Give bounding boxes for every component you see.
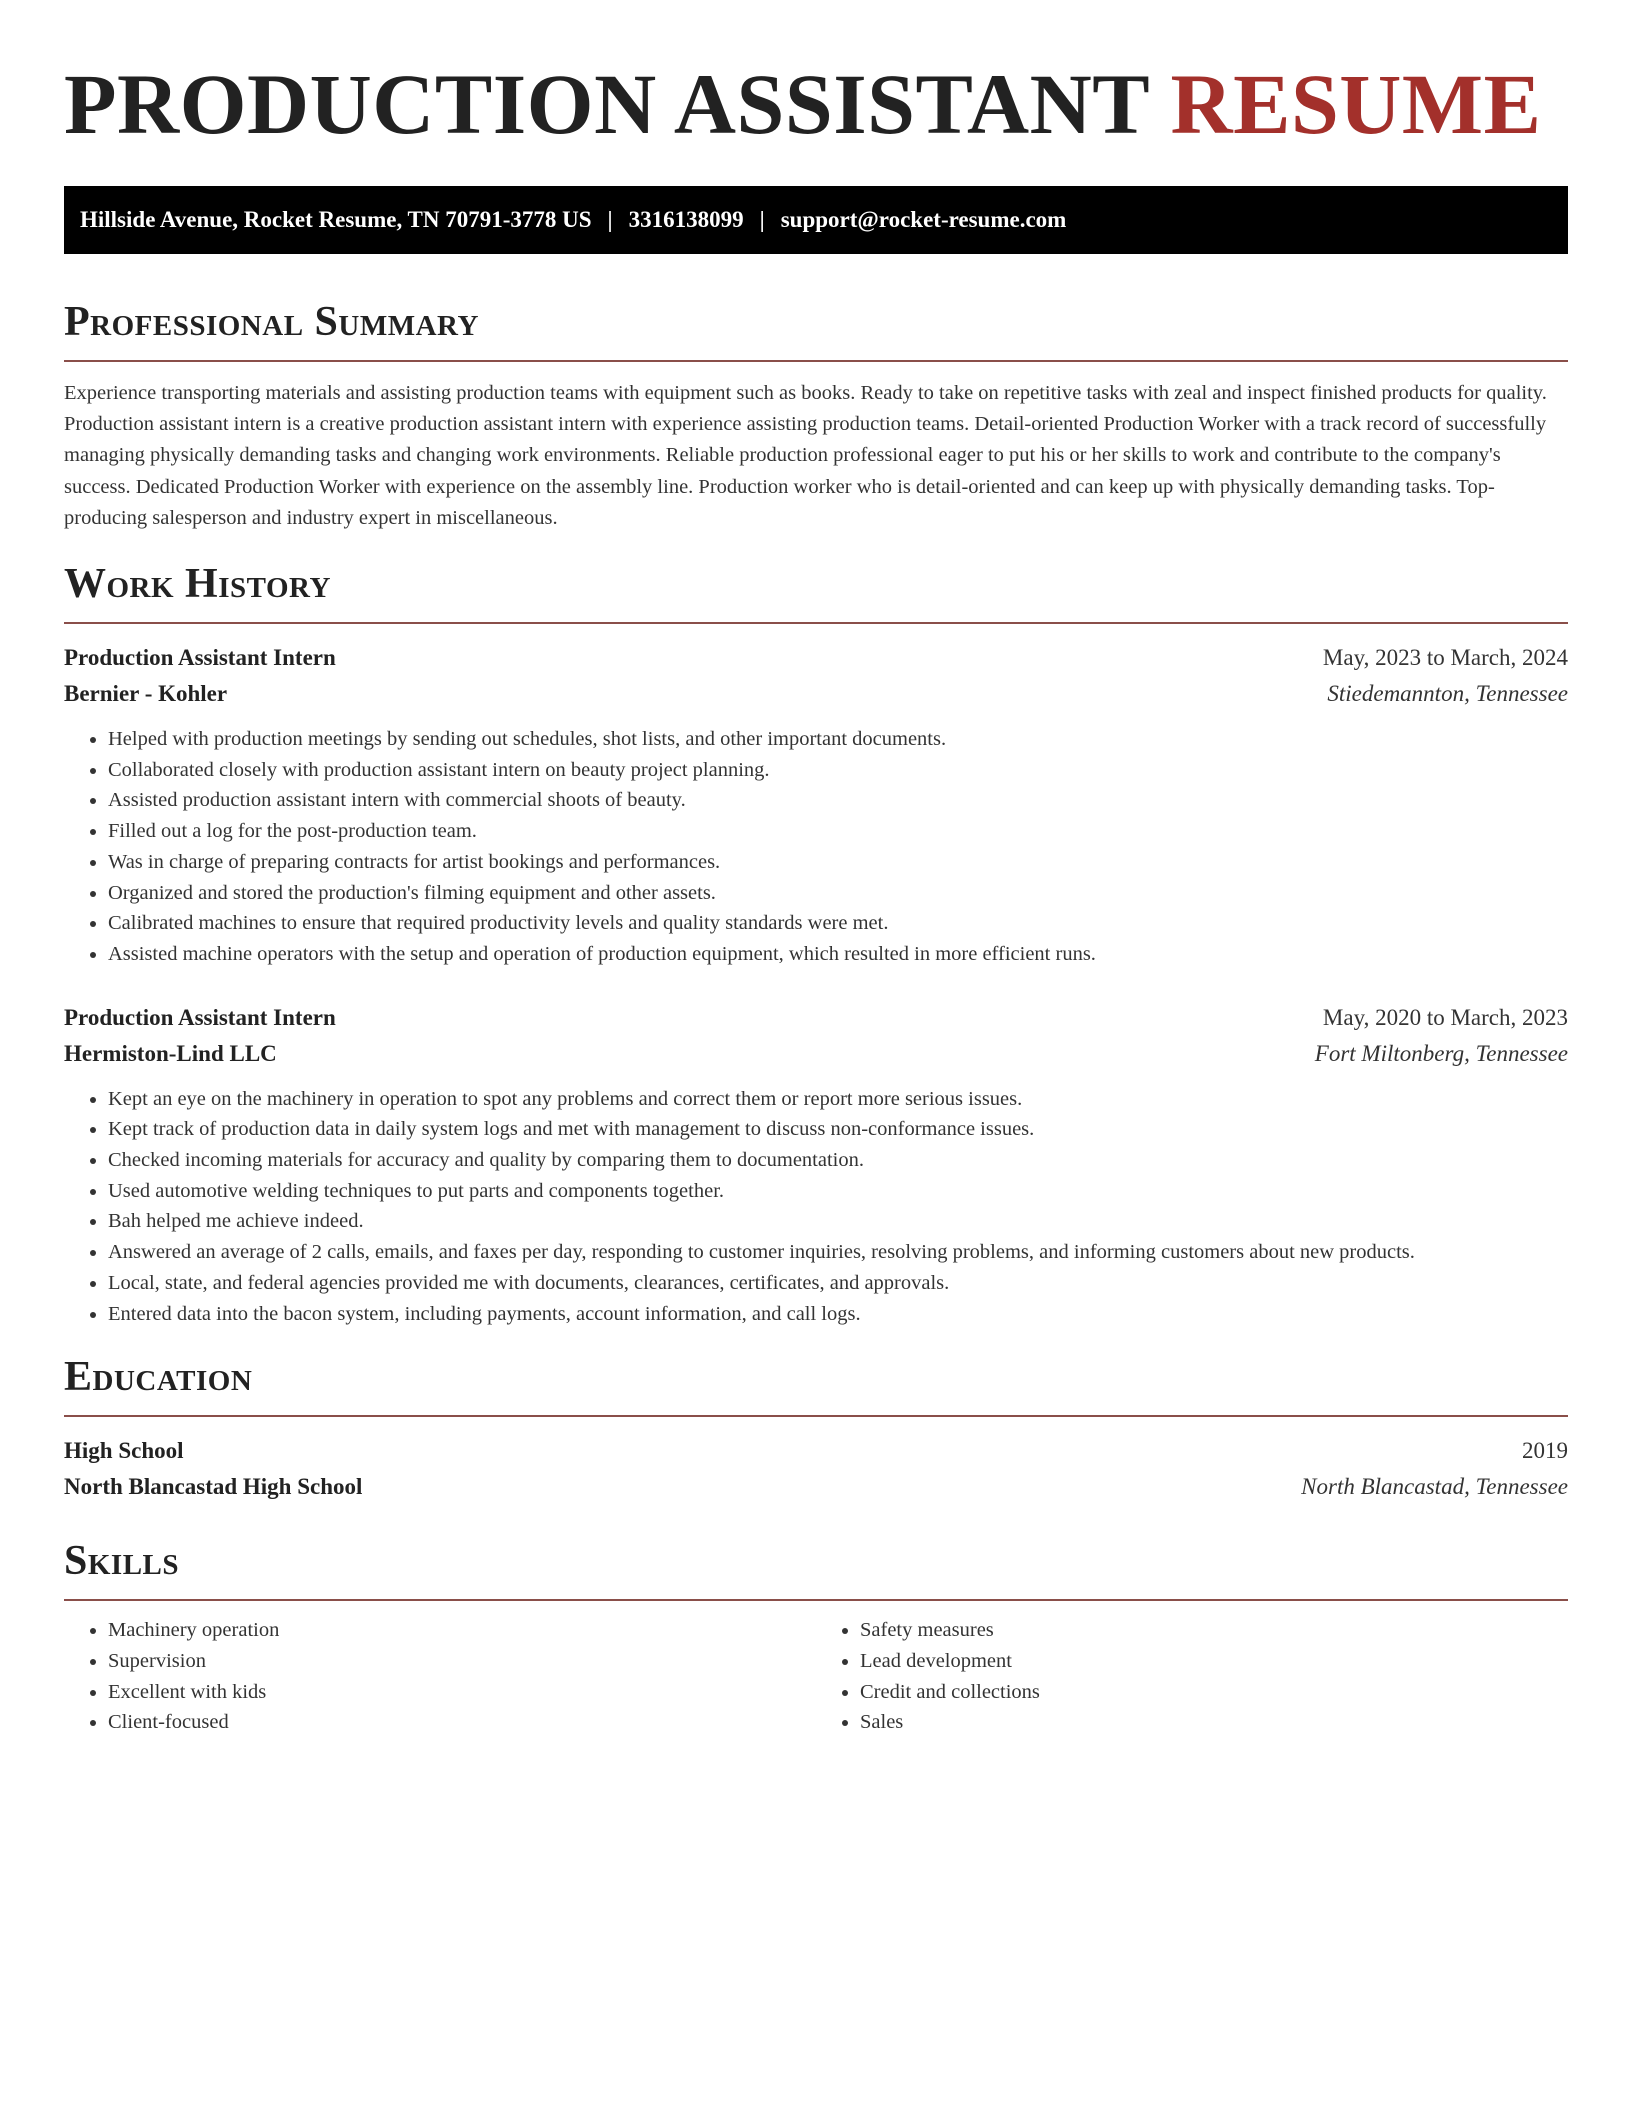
job-bullets	[64, 1084, 1568, 1330]
contact-bar	[64, 186, 1568, 254]
section-divider	[64, 360, 1568, 362]
education-school: North Blancastad High School	[64, 1474, 363, 1500]
resume-title	[64, 54, 1568, 154]
skills-section	[64, 1535, 1568, 1738]
education-heading: Education	[64, 1354, 253, 1401]
job-company: Bernier - Kohler	[64, 681, 228, 707]
list-item: • Collaborated closely with production assistant intern on beauty project planning.	[108, 755, 1568, 786]
job-subheader	[64, 1036, 1568, 1072]
list-item: • Checked incoming materials for accuracy and quality by comparing them to documentation.	[108, 1145, 1568, 1176]
list-item: • Organized and stored the production's filming equipment and other assets.	[108, 878, 1568, 909]
summary-section	[64, 296, 1568, 534]
title-accent: RESUME	[1170, 56, 1542, 152]
job-header	[64, 640, 1568, 676]
contact-address: Hillside Avenue, Rocket Resume, TN 70791-3778 US	[80, 207, 592, 232]
summary-heading: Professional Summary	[64, 299, 479, 345]
section-divider	[64, 1415, 1568, 1417]
list-item: • Was in charge of preparing contracts for artist bookings and performances.	[108, 847, 1568, 878]
list-item: • Calibrated machines to ensure that required productivity levels and quality standards were met.	[108, 908, 1568, 939]
list-item: • Local, state, and federal agencies provided me with documents, clearances, certificates, and approvals.	[108, 1268, 1568, 1299]
summary-text: Experience transporting materials and assisting production teams with equipment such as books. Ready to take on repetitive tasks with zeal and inspect finished products for quality. Production assistant intern is a creative production assistant intern with experience assisting production teams. Detail-oriented Production Worker with a track record of successfully managing physically demanding tasks and changing work environments. Reliable production professional eager to put his or her skills to work and contribute to the company's success. Dedicated Production Worker with experience on the assembly line. Production worker who is detail-oriented and can keep up with physically demanding tasks. Top-producing salesperson and industry expert in miscellaneous.	[64, 382, 1547, 529]
list-item: • Helped with production meetings by sending out schedules, shot lists, and other important documents.	[108, 724, 1568, 755]
skill-item: • Excellent with kids	[108, 1677, 816, 1708]
job-location: Stiedemannton, Tennessee	[1327, 681, 1568, 707]
job-dates: May, 2023 to March, 2024	[1322, 645, 1568, 671]
skill-item: • Credit and collections	[860, 1677, 1568, 1708]
list-item: • Answered an average of 2 calls, emails, and faxes per day, responding to customer inquiries, resolving problems, and informing customers about new products.	[108, 1237, 1568, 1268]
skills-heading: Skills	[64, 1538, 180, 1585]
job-title: Production Assistant Intern	[64, 1004, 336, 1030]
list-item: • Used automotive welding techniques to put parts and components together.	[108, 1176, 1568, 1207]
education-section	[64, 1351, 1568, 1505]
resume-page	[64, 0, 1568, 1738]
education-location: North Blancastad, Tennessee	[1301, 1474, 1568, 1500]
education-subheader	[64, 1469, 1568, 1505]
skill-item: • Safety measures	[860, 1615, 1568, 1646]
job-header	[64, 1000, 1568, 1036]
skill-item: • Sales	[860, 1707, 1568, 1738]
education-header	[64, 1433, 1568, 1469]
education-year: 2019	[1522, 1438, 1568, 1464]
list-item: • Kept an eye on the machinery in operation to spot any problems and correct them or report more serious issues.	[108, 1084, 1568, 1115]
list-item: • Assisted machine operators with the setup and operation of production equipment, which resulted in more efficient runs.	[108, 939, 1568, 970]
section-divider	[64, 1599, 1568, 1601]
skills-columns	[64, 1615, 1568, 1738]
skill-item: • Lead development	[860, 1646, 1568, 1677]
work-heading: Work History	[64, 561, 331, 608]
title-main: PRODUCTION ASSISTANT	[64, 56, 1149, 152]
job-entry	[64, 1000, 1568, 1330]
education-entry	[64, 1433, 1568, 1505]
list-item: • Filled out a log for the post-production team.	[108, 816, 1568, 847]
skill-item: • Client-focused	[108, 1707, 816, 1738]
education-degree: High School	[64, 1438, 184, 1464]
job-subheader	[64, 676, 1568, 712]
list-item: • Assisted production assistant intern with commercial shoots of beauty.	[108, 785, 1568, 816]
list-item: • Entered data into the bacon system, including payments, account information, and call logs.	[108, 1299, 1568, 1330]
contact-phone: 3316138099	[628, 207, 744, 232]
job-title: Production Assistant Intern	[64, 645, 336, 671]
job-bullets	[64, 724, 1568, 970]
job-location: Fort Miltonberg, Tennessee	[1314, 1040, 1568, 1066]
contact-separator: |	[607, 207, 613, 232]
job-dates: May, 2020 to March, 2023	[1322, 1004, 1568, 1030]
work-section	[64, 558, 1568, 1329]
skills-right-column	[816, 1615, 1568, 1738]
job-entry	[64, 640, 1568, 970]
list-item: • Bah helped me achieve indeed.	[108, 1206, 1568, 1237]
job-company: Hermiston-Lind LLC	[64, 1040, 277, 1066]
list-item: • Kept track of production data in daily system logs and met with management to discuss non-conformance issues.	[108, 1114, 1568, 1145]
skill-item: • Machinery operation	[108, 1615, 816, 1646]
section-divider	[64, 622, 1568, 624]
skill-item: • Supervision	[108, 1646, 816, 1677]
skills-left-column	[64, 1615, 816, 1738]
contact-email: support@rocket-resume.com	[780, 207, 1067, 232]
contact-separator: |	[759, 207, 765, 232]
